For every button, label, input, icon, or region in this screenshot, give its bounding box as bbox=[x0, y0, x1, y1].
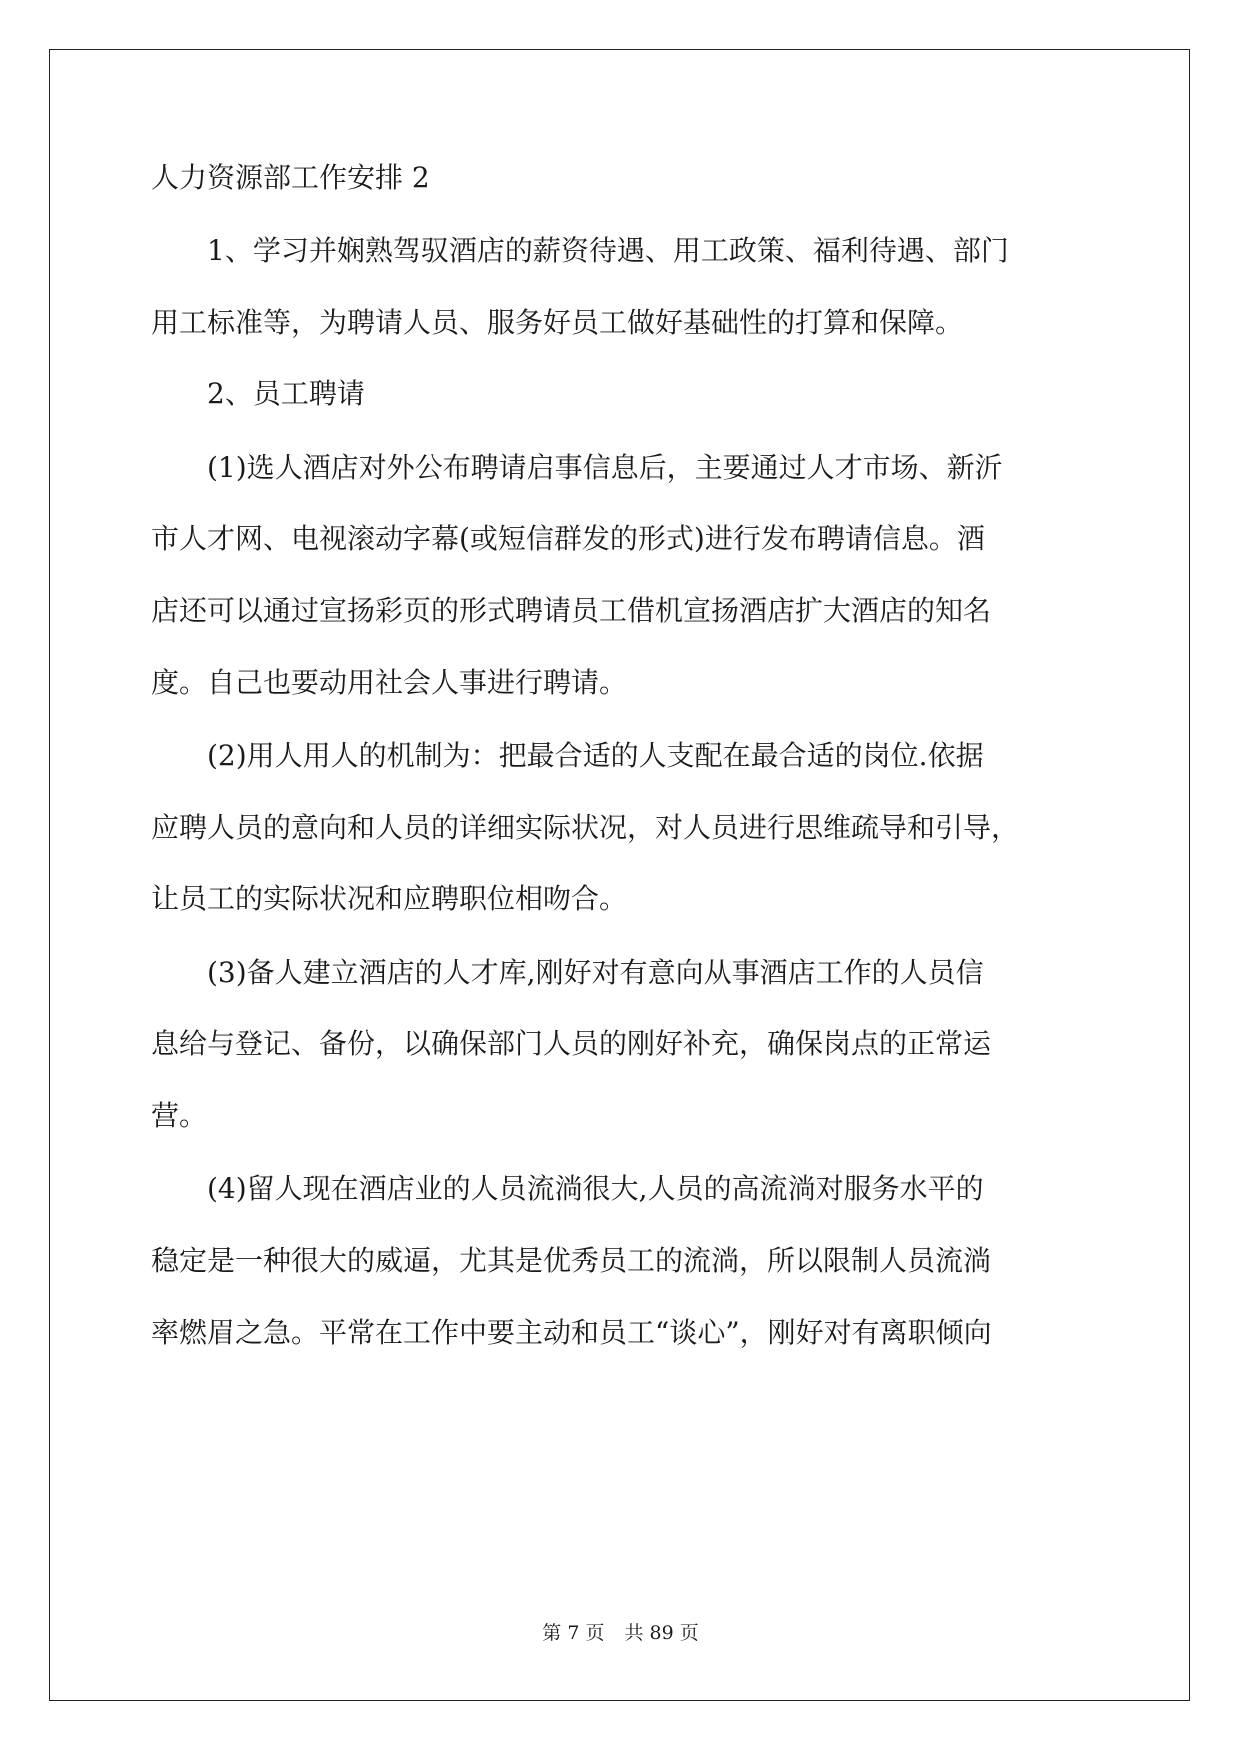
page-number: 第 7 页 bbox=[542, 1622, 605, 1644]
paragraph-line: 用工标准等，为聘请人员、服务好员工做好基础性的打算和保障。 bbox=[151, 306, 964, 339]
paragraph-line: (3)备人建立酒店的人才库,刚好对有意向从事酒店工作的人员信 bbox=[207, 956, 984, 989]
document-title: 人力资源部工作安排 2 bbox=[151, 161, 430, 194]
paragraph-line: 度。自己也要动用社会人事进行聘请。 bbox=[151, 666, 628, 699]
paragraph-line: (4)留人现在酒店业的人员流淌很大,人员的高流淌对服务水平的 bbox=[207, 1172, 984, 1205]
section-heading: 2、员工聘请 bbox=[207, 377, 365, 410]
paragraph-line: 让员工的实际状况和应聘职位相吻合。 bbox=[151, 882, 628, 915]
paragraph-line: 1、学习并娴熟驾驭酒店的薪资待遇、用工政策、福利待遇、部门 bbox=[207, 234, 1009, 267]
page-footer bbox=[0, 1618, 1241, 1645]
paragraph-line: 店还可以通过宣扬彩页的形式聘请员工借机宣扬酒店扩大酒店的知名 bbox=[151, 594, 992, 627]
page-border bbox=[49, 49, 1190, 1701]
paragraph-line: 率燃眉之急。平常在工作中要主动和员工“谈心”，刚好对有离职倾向 bbox=[151, 1316, 992, 1349]
paragraph-line: 息给与登记、备份，以确保部门人员的刚好补充，确保岗点的正常运 bbox=[151, 1027, 992, 1060]
paragraph-line: 市人才网、电视滚动字幕(或短信群发的形式)进行发布聘请信息。酒 bbox=[151, 522, 985, 555]
paragraph-line: 稳定是一种很大的威逼，尤其是优秀员工的流淌，所以限制人员流淌 bbox=[151, 1244, 992, 1277]
paragraph-line: 应聘人员的意向和人员的详细实际状况，对人员进行思维疏导和引导， bbox=[151, 811, 1020, 844]
paragraph-line: (2)用人用人的机制为：把最合适的人支配在最合适的岗位.依据 bbox=[207, 739, 984, 772]
page-total: 共 89 页 bbox=[624, 1622, 699, 1644]
paragraph-line: (1)选人酒店对外公布聘请启事信息后，主要通过人才市场、新沂 bbox=[207, 451, 1003, 484]
paragraph-line: 营。 bbox=[151, 1099, 208, 1132]
